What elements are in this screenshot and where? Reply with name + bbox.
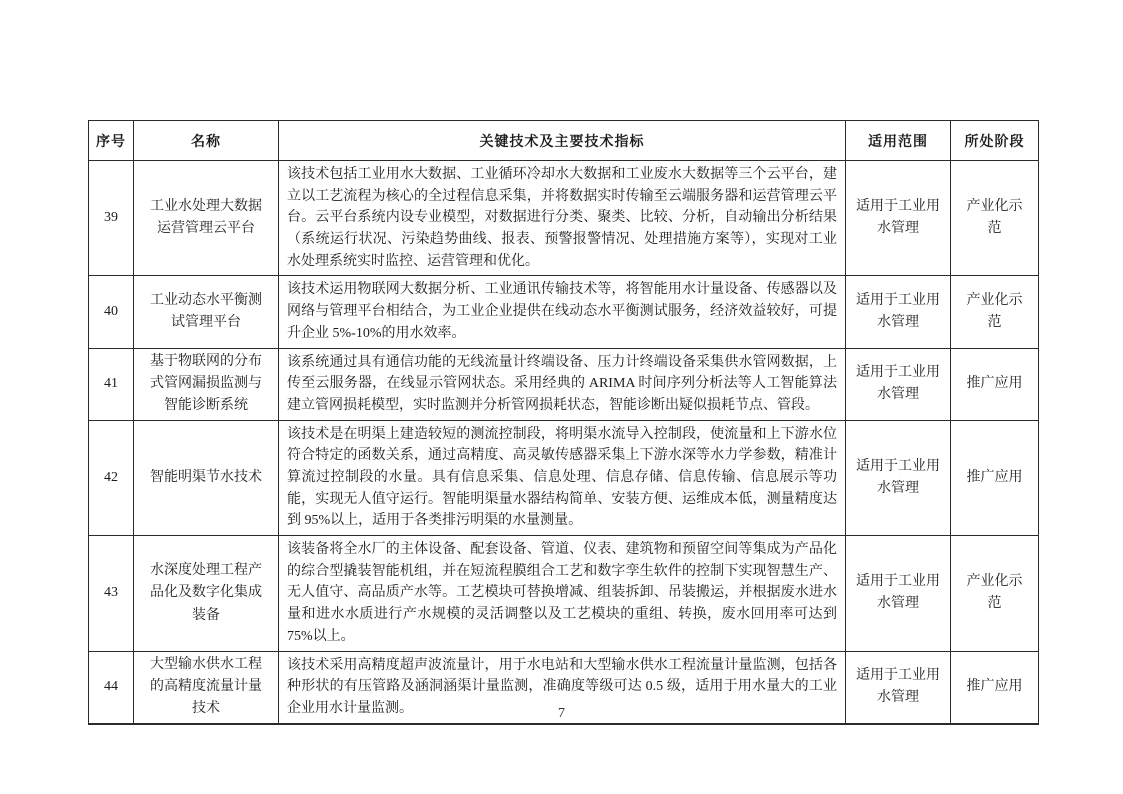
table-row-40 [89, 276, 1039, 348]
table-row-42 [89, 420, 1039, 535]
current-stage: 产业化示范 [951, 276, 1039, 348]
tech-description: 该技术采用高精度超声波流量计，用于水电站和大型输水供水工程流量计量监测，包括各种形状的有压管路及涵洞涵渠计量监测，准确度等级可达 0.5 级，适用于用水量大的工业企业用水计量监测。 [279, 651, 846, 724]
current-stage: 产业化示范 [951, 161, 1039, 276]
applicable-scope: 适用于工业用水管理 [846, 651, 951, 724]
page-number: 7 [558, 706, 565, 721]
serial-number: 41 [89, 348, 134, 420]
serial-number: 44 [89, 651, 134, 724]
tech-name: 工业动态水平衡测试管理平台 [134, 276, 279, 348]
tech-name: 工业水处理大数据运营管理云平台 [134, 161, 279, 276]
current-stage: 推广应用 [951, 420, 1039, 535]
applicable-scope: 适用于工业用水管理 [846, 420, 951, 535]
table-header-row [89, 121, 1039, 161]
tech-name: 智能明渠节水技术 [134, 420, 279, 535]
tech-description: 该装备将全水厂的主体设备、配套设备、管道、仪表、建筑物和预留空间等集成为产品化的综合型撬装智能机组，并在短流程膜组合工艺和数字孪生软件的控制下实现智慧生产、无人值守、高品质产水等。工艺模块可替换增减、组装拆卸、吊装搬运，并根据废水进水量和进水水质进行产水规模的灵活调整以及工艺模块的重组、转换，废水回用率可达到75%以上。 [279, 536, 846, 651]
current-stage: 推广应用 [951, 651, 1039, 724]
current-stage: 推广应用 [951, 348, 1039, 420]
tech-description: 该系统通过具有通信功能的无线流量计终端设备、压力计终端设备采集供水管网数据，上传至云服务器，在线显示管网状态。采用经典的 ARIMA 时间序列分析法等人工智能算法建立管网损耗模型，实时监测并分析管网损耗状态，智能诊断出疑似损耗节点、管段。 [279, 348, 846, 420]
tech-description: 该技术运用物联网大数据分析、工业通讯传输技术等，将智能用水计量设备、传感器以及网络与管理平台相结合，为工业企业提供在线动态水平衡测试服务，经济效益较好，可提升企业 5%-10%的用水效率。 [279, 276, 846, 348]
serial-number: 39 [89, 161, 134, 276]
col-header-serial: 序号 [89, 121, 134, 161]
serial-number: 42 [89, 420, 134, 535]
table-row-43 [89, 536, 1039, 651]
col-header-scope: 适用范围 [846, 121, 951, 161]
serial-number: 43 [89, 536, 134, 651]
water-tech-table [88, 120, 1039, 725]
col-header-name: 名称 [134, 121, 279, 161]
tech-description: 该技术是在明渠上建造较短的测流控制段，将明渠水流导入控制段，使流量和上下游水位符合特定的函数关系，通过高精度、高灵敏传感器采集上下游水深等水力学参数，精准计算流过控制段的水量。具有信息采集、信息处理、信息存储、信息传输、信息展示等功能，实现无人值守运行。智能明渠量水器结构简单、安装方便、运维成本低，测量精度达到 95%以上，适用于各类排污明渠的水量测量。 [279, 420, 846, 535]
col-header-key-tech: 关键技术及主要技术指标 [279, 121, 846, 161]
serial-number: 40 [89, 276, 134, 348]
applicable-scope: 适用于工业用水管理 [846, 348, 951, 420]
table-row-41 [89, 348, 1039, 420]
tech-name: 水深度处理工程产品化及数字化集成装备 [134, 536, 279, 651]
tech-description: 该技术包括工业用水大数据、工业循环冷却水大数据和工业废水大数据等三个云平台，建立以工艺流程为核心的全过程信息采集，并将数据实时传输至云端服务器和运营管理云平台。云平台系统内设专业模型，对数据进行分类、聚类、比较、分析，自动输出分析结果（系统运行状况、污染趋势曲线、报表、预警报警情况、处理措施方案等），实现对工业水处理系统实时监控、运营管理和优化。 [279, 161, 846, 276]
applicable-scope: 适用于工业用水管理 [846, 536, 951, 651]
applicable-scope: 适用于工业用水管理 [846, 276, 951, 348]
tech-name: 基于物联网的分布式管网漏损监测与智能诊断系统 [134, 348, 279, 420]
col-header-stage: 所处阶段 [951, 121, 1039, 161]
current-stage: 产业化示范 [951, 536, 1039, 651]
applicable-scope: 适用于工业用水管理 [846, 161, 951, 276]
table-row-39 [89, 161, 1039, 276]
tech-name: 大型输水供水工程的高精度流量计量技术 [134, 651, 279, 724]
